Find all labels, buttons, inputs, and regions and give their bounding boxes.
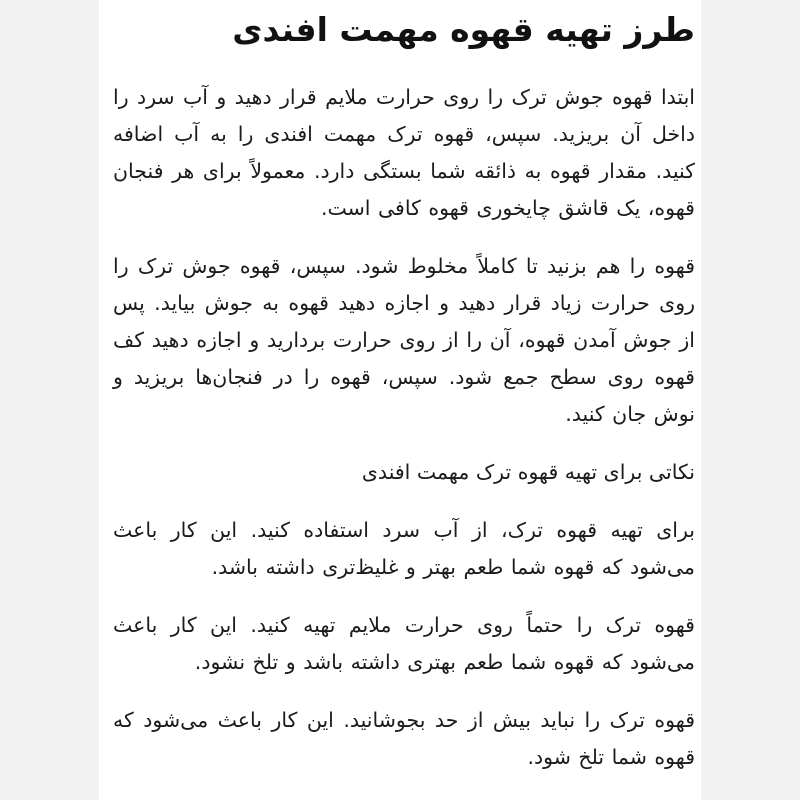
article-title: طرز تهیه قهوه مهمت افندی [232, 10, 695, 49]
intro-paragraph-1: ابتدا قهوه جوش ترک را روی حرارت ملایم قرار دهید و آب سرد را داخل آن بریزید. سپس، قهوه ترک مهمت افندی را به آب اضافه کنید. مقدار قهوه به ذائقه شما بستگی دارد. معمولاً برای هر فنجان قهوه، یک قاشق چایخوری قهوه کافی است. [113, 84, 695, 220]
tip-paragraph-1: برای تهیه قهوه ترک، از آب سرد استفاده کنید. این کار باعث می‌شود که قهوه شما طعم بهتر و غلیظ‌تری داشته باشد. [113, 517, 695, 579]
intro-paragraph-2: قهوه را هم بزنید تا کاملاً مخلوط شود. سپس، قهوه جوش ترک را روی حرارت زیاد قرار دهید و اجازه دهید قهوه به جوش بیاید. پس از جوش آمدن قهوه، آن را از روی حرارت بردارید و اجازه دهید کف قهوه روی سطح جمع شود. سپس، قهوه را در فنجان‌ها بریزید و نوش جان کنید. [113, 253, 695, 426]
tip-paragraph-3: قهوه ترک را نباید بیش از حد بجوشانید. این کار باعث می‌شود که قهوه شما تلخ شود. [113, 707, 695, 769]
tip-paragraph-2: قهوه ترک را حتماً روی حرارت ملایم تهیه کنید. این کار باعث می‌شود که قهوه شما طعم بهتری داشته باشد و تلخ نشود. [113, 612, 695, 674]
tips-heading: نکاتی برای تهیه قهوه ترک مهمت افندی [361, 459, 695, 484]
article-page [99, 0, 701, 800]
